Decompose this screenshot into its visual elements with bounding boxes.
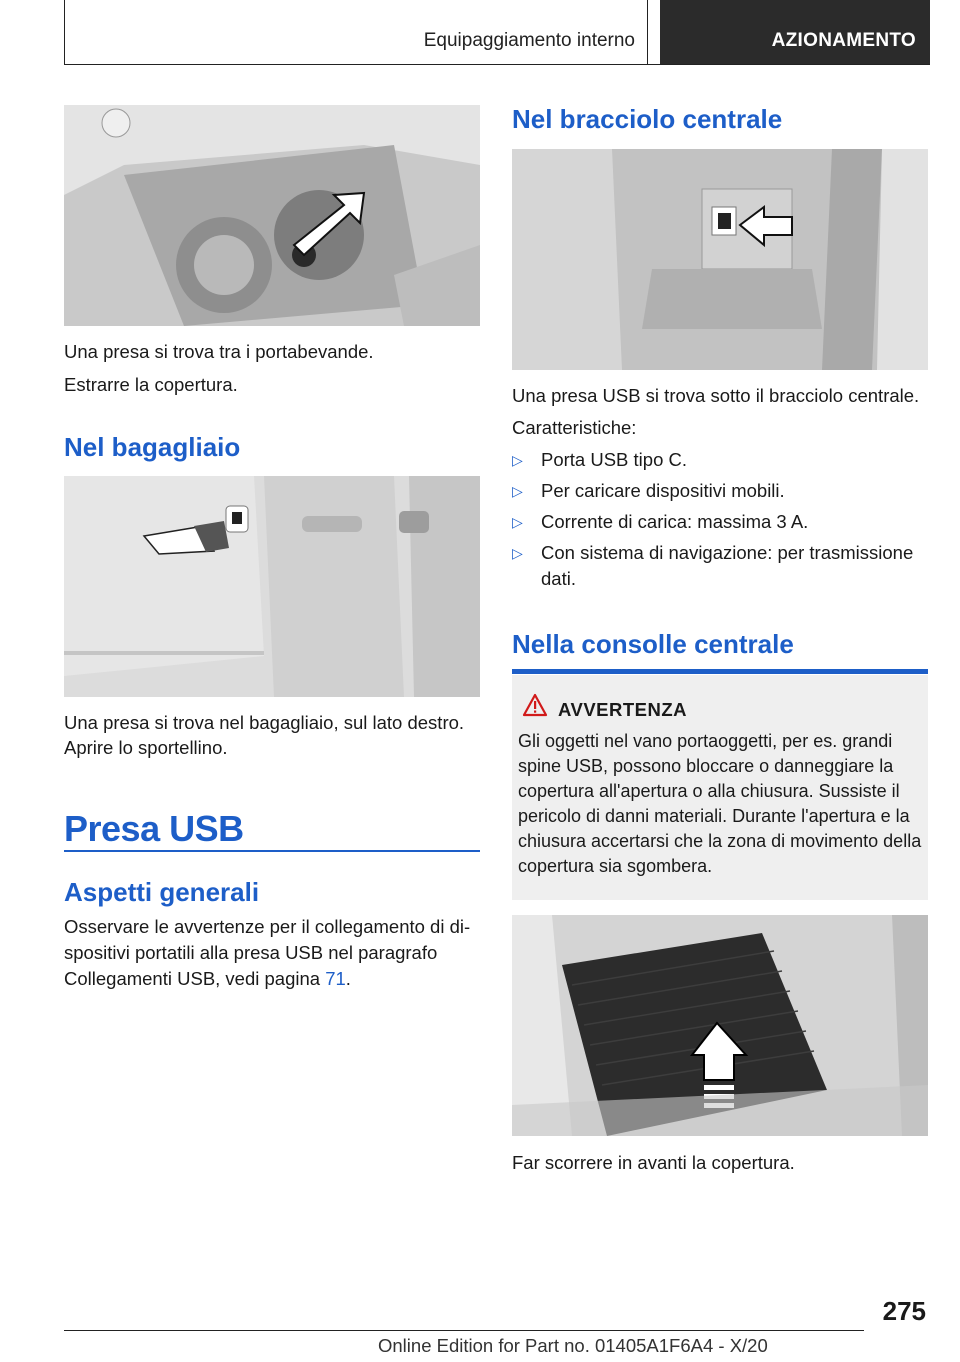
warning-title: AVVERTENZA (558, 699, 688, 720)
feature-item: ▷ Per caricare dispositivi mobili. (512, 478, 932, 504)
features-list (512, 447, 932, 597)
usb-section-title: Presa USB (64, 808, 244, 849)
armrest-caption: Una presa USB si trova sotto il bracciolo centrale. (512, 385, 920, 406)
page-71-link[interactable]: 71 (325, 968, 346, 989)
header-chapter-tab (660, 0, 930, 64)
header-section-title: Equipaggiamento interno (423, 30, 635, 51)
footer-edition: Online Edition for Part no. 01405A1F6A4 - X/20 (378, 1335, 768, 1356)
trunk-photo (64, 476, 480, 697)
trunk-caption-1: Una presa si trova nel bagagliaio, sul lato destro. (64, 712, 465, 733)
armrest-photo (512, 149, 928, 370)
header-chapter-title: AZIONAMENTO (771, 30, 916, 51)
warning-text: Gli oggetti nel vano portaoggetti, per es. grandi spine USB, possono bloccare o danneggiare la copertura all'apertura o alla chiusura. Sussiste il pericolo di danni materiali. Durante l'apertura e la chiusura accertarsi che la zona di movimento della copertura sia sgombera. (518, 731, 922, 876)
feature-item: ▷ Corrente di carica: massima 3 A. (512, 509, 932, 535)
triangle-bullet-icon: ▷ (512, 545, 523, 561)
triangle-bullet-icon: ▷ (512, 514, 523, 530)
armrest-heading: Nel bracciolo centrale (512, 104, 783, 134)
warning-triangle-icon (522, 693, 548, 717)
cupholder-photo (64, 105, 480, 326)
warning-box (512, 675, 928, 900)
console-photo (512, 915, 928, 1136)
features-label: Caratteristiche: (512, 417, 637, 438)
general-text (64, 914, 482, 992)
cupholder-caption-1: Una presa si trova tra i portabevande. (64, 341, 374, 362)
general-heading: Aspetti generali (64, 877, 260, 907)
console-heading: Nella consolle centrale (512, 629, 794, 659)
trunk-heading: Nel bagagliaio (64, 432, 241, 462)
triangle-bullet-icon: ▷ (512, 483, 523, 499)
header-section-tab (64, 0, 648, 64)
general-text-end: . (345, 968, 351, 989)
cupholder-caption-2: Estrarre la copertura. (64, 374, 238, 395)
feature-item: ▷ Porta USB tipo C. (512, 447, 932, 473)
console-heading-rule (512, 669, 928, 674)
general-text-body: Osservare le avvertenze per il collegamento di di-spositivi portatili alla presa USB nel paragrafo Collegamenti USB, vedi pagina (64, 916, 471, 989)
footer-rule (64, 1330, 864, 1331)
page-number: 275 (882, 1296, 926, 1326)
feature-item: ▷ Con sistema di navigazione: per trasmissione dati. (512, 542, 914, 589)
triangle-bullet-icon: ▷ (512, 452, 523, 468)
trunk-caption-2: Aprire lo sportellino. (64, 737, 228, 758)
header-rule (64, 64, 930, 65)
usb-title-rule (64, 850, 480, 852)
console-caption: Far scorrere in avanti la copertura. (512, 1152, 795, 1173)
